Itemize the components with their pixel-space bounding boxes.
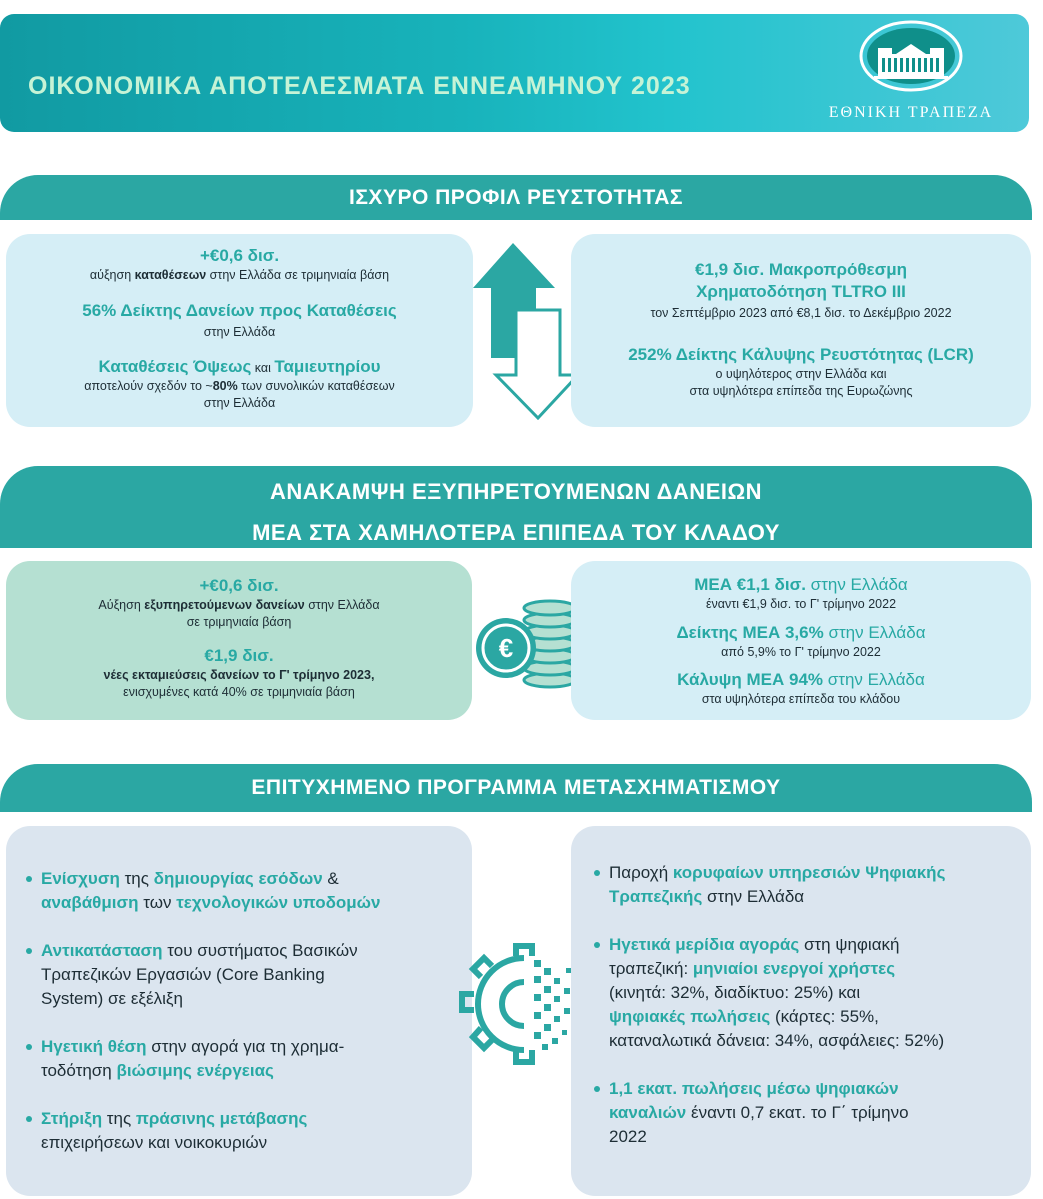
performing-loans-sub2: σε τριμηνιαία βάση bbox=[186, 615, 292, 629]
list-item: Στήριξη της πράσινης μετάβασης επιχειρήσεων και νοικοκυριών bbox=[26, 1107, 466, 1155]
new-disbursements-desc: νέες εκταμιεύσεις δανείων το Γ' τρίμηνο 2023, bbox=[103, 668, 375, 682]
new-disbursements-value: €1,9 δισ. bbox=[204, 646, 274, 665]
liquidity-left-panel bbox=[6, 234, 473, 427]
list-item: Ηγετική θέση στην αγορά για τη χρημα- τοδότηση βιώσιμης ενέργειας bbox=[26, 1035, 466, 1083]
list-item: Παροχή κορυφαίων υπηρεσιών Ψηφιακής Τραπεζικής στην Ελλάδα bbox=[594, 861, 1030, 909]
npe-ratio: Δείκτης ΜΕΑ 3,6% στην Ελλάδα bbox=[676, 623, 926, 642]
transformation-banner bbox=[0, 764, 1032, 812]
list-item: Αντικατάσταση του συστήματος Βασικών Τραπεζικών Εργασιών (Core Banking System) σε εξέλιξη bbox=[26, 939, 466, 1011]
npe-coverage-sub: στα υψηλότερα επίπεδα του κλάδου bbox=[701, 692, 901, 706]
sight-savings-sub1: αποτελούν σχεδόν το ~80% των συνολικών καταθέσεων bbox=[84, 379, 395, 393]
loans-banner bbox=[0, 466, 1032, 548]
loans-banner-line1: ΑΝΑΚΑΜΨΗ ΕΞΥΠΗΡΕΤΟΥΜΕΝΩΝ ΔΑΝΕΙΩΝ bbox=[269, 479, 763, 504]
transformation-left-list bbox=[26, 867, 466, 1179]
lcr-sub2: στα υψηλότερα επίπεδα της Ευρωζώνης bbox=[689, 384, 913, 398]
npe-sub: έναντι €1,9 δισ. το Γ' τρίμηνο 2022 bbox=[705, 597, 897, 611]
liquidity-right-panel bbox=[571, 234, 1031, 427]
loans-banner-line2: ΜΕΑ ΣΤΑ ΧΑΜΗΛΟΤΕΡΑ ΕΠΙΠΕΔΑ ΤΟΥ ΚΛΑΔΟΥ bbox=[252, 520, 780, 545]
loan-to-deposit-sub: στην Ελλάδα bbox=[203, 325, 276, 339]
loans-right-panel bbox=[571, 561, 1031, 720]
new-disbursements-sub2: ενισχυμένες κατά 40% σε τριμηνιαία βάση bbox=[123, 685, 355, 699]
logo-text: ΕΘΝΙΚΗ ΤΡΑΠΕΖΑ bbox=[828, 104, 994, 121]
liquidity-banner bbox=[0, 175, 1032, 220]
liquidity-banner-title: ΙΣΧΥΡΟ ΠΡΟΦΙΛ ΡΕΥΣΤΟΤΗΤΑΣ bbox=[349, 186, 683, 209]
tltro-sub: τον Σεπτέμβριο 2023 από €8,1 δισ. το Δεκέμβριο 2022 bbox=[650, 306, 952, 320]
npe-value: ΜΕΑ €1,1 δισ. στην Ελλάδα bbox=[694, 575, 908, 594]
lcr-sub1: ο υψηλότερος στην Ελλάδα και bbox=[715, 367, 887, 381]
performing-loans-value: +€0,6 δισ. bbox=[199, 576, 279, 595]
list-item: Ηγετικά μερίδια αγοράς στη ψηφιακή τραπεζική: μηνιαίοι ενεργοί χρήστες (κινητά: 32%, διαδίκτυο: 25%) και ψηφιακές πωλήσεις (κάρτες: 55%, καταναλωτικά δάνεια: 34%, ασφάλειες: 52%) bbox=[594, 933, 1030, 1053]
sight-savings-sub2: στην Ελλάδα bbox=[203, 396, 276, 410]
lcr-ratio: 252% Δείκτης Κάλυψης Ρευστότητας (LCR) bbox=[628, 345, 974, 364]
npe-ratio-sub: από 5,9% το Γ' τρίμηνο 2022 bbox=[721, 645, 881, 659]
tltro-line2: Χρηματοδότηση TLTRO III bbox=[696, 282, 906, 301]
transformation-right-list bbox=[594, 861, 1030, 1173]
transformation-banner-title: ΕΠΙΤΥΧΗΜΕΝΟ ΠΡΟΓΡΑΜΜΑ ΜΕΤΑΣΧΗΜΑΤΙΣΜΟΥ bbox=[251, 776, 781, 799]
list-item: Ενίσχυση της δημιουργίας εσόδων & αναβάθμιση των τεχνολογικών υποδομών bbox=[26, 867, 466, 915]
npe-coverage: Κάλυψη ΜΕΑ 94% στην Ελλάδα bbox=[677, 670, 925, 689]
euro-symbol: € bbox=[498, 633, 514, 663]
list-item: 1,1 εκατ. πωλήσεις μέσω ψηφιακών καναλιών έναντι 0,7 εκατ. το Γ΄ τρίμηνο 2022 bbox=[594, 1077, 1030, 1149]
deposits-increase-desc: αύξηση καταθέσεων στην Ελλάδα σε τριμηνιαία βάση bbox=[89, 268, 390, 282]
performing-loans-desc: Αύξηση εξυπηρετούμενων δανείων στην Ελλάδα bbox=[98, 598, 380, 612]
euro-coins-icon bbox=[470, 592, 582, 692]
tltro-line1: €1,9 δισ. Μακροπρόθεσμη bbox=[694, 260, 908, 279]
loan-to-deposit-ratio: 56% Δείκτης Δανείων προς Καταθέσεις bbox=[82, 301, 397, 320]
deposits-increase-value: +€0,6 δισ. bbox=[199, 246, 280, 265]
up-down-arrows-icon bbox=[468, 240, 578, 420]
loans-left-panel bbox=[6, 561, 472, 720]
page-title: ΟΙΚΟΝΟΜΙΚΑ ΑΠΟΤΕΛΕΣΜΑΤΑ ΕΝΝΕΑΜΗΝΟΥ 2023 bbox=[28, 72, 691, 100]
sight-savings-deposits: Καταθέσεις Όψεως και Ταμιευτηρίου bbox=[98, 357, 381, 376]
